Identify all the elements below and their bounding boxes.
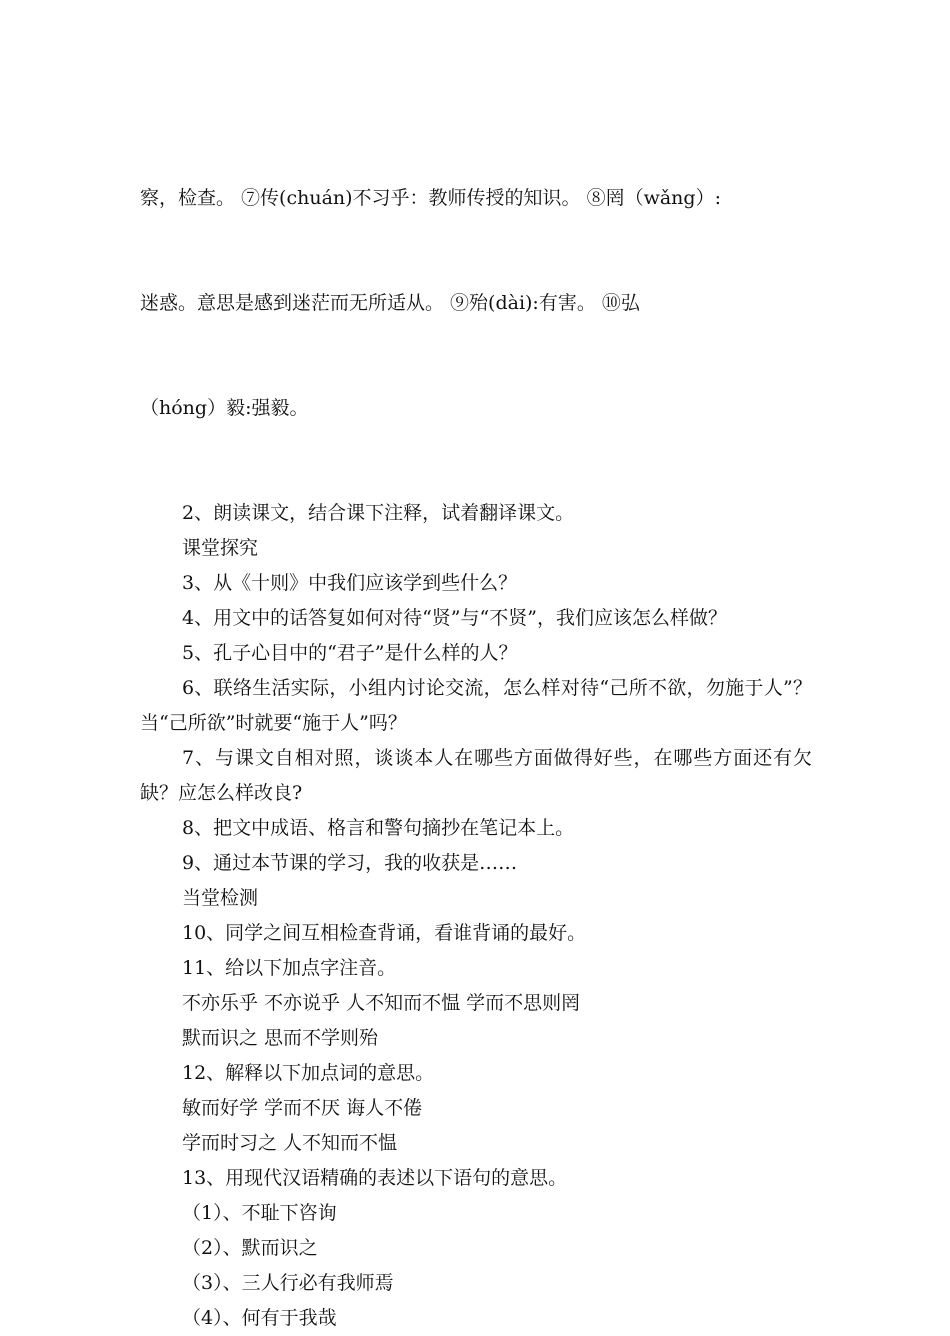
question-5: 5、孔子心目中的“君子”是什么样的人？ — [182, 642, 518, 664]
document-page — [140, 111, 812, 1336]
question-12-phrases-row-2: 学而时习之 人不知而不愠 — [182, 1132, 398, 1154]
question-11-phrases-row-2: 默而识之 思而不学则殆 — [182, 1027, 379, 1049]
question-13: 13、用现代汉语精确的表述以下语句的意思。 — [182, 1167, 568, 1189]
question-8: 8、把文中成语、格言和警句摘抄在笔记本上。 — [182, 817, 575, 839]
question-13-item-3: （3）、三人行必有我师焉 — [182, 1272, 394, 1294]
annotation-notes — [140, 111, 812, 496]
question-12-phrases-row-1: 敏而好学 学而不厌 诲人不倦 — [182, 1097, 423, 1119]
notes-line-2: 迷惑。意思是感到迷茫而无所适从。 ⑨殆(dài):有害。 ⑩弘 — [140, 292, 640, 314]
question-6: 6、联络生活实际，小组内讨论交流，怎么样对待“己所不欲，勿施于人”？当“己所欲”时就要“施于人”吗？ — [140, 677, 812, 734]
question-12: 12、解释以下加点词的意思。 — [182, 1062, 435, 1084]
question-11-phrases-row-1: 不亦乐乎 不亦说乎 人不知而不愠 学而不思则罔 — [182, 992, 581, 1014]
question-9: 9、通过本节课的学习，我的收获是…… — [182, 852, 518, 874]
question-10: 10、同学之间互相检查背诵，看谁背诵的最好。 — [182, 922, 587, 944]
question-3: 3、从《十则》中我们应该学到些什么？ — [182, 572, 518, 594]
question-7: 7、与课文自相对照，谈谈本人在哪些方面做得好些，在哪些方面还有欠缺？应怎么样改良? — [140, 747, 812, 804]
notes-line-3: （hóng）毅:强毅。 — [140, 397, 309, 419]
question-11: 11、给以下加点字注音。 — [182, 957, 397, 979]
question-13-item-4: （4）、何有于我哉 — [182, 1307, 337, 1329]
notes-line-1: 察，检查。 ⑦传(chuán)不习乎：教师传授的知识。 ⑧罔（wǎng）: — [140, 187, 721, 209]
section-heading-classroom-inquiry: 课堂探究 — [182, 537, 259, 559]
question-2: 2、朗读课文，结合课下注释，试着翻译课文。 — [182, 502, 575, 524]
question-4: 4、用文中的话答复如何对待“贤”与“不贤”，我们应该怎么样做？ — [182, 607, 727, 629]
question-13-item-1: （1）、不耻下咨询 — [182, 1202, 337, 1224]
section-heading-in-class-test: 当堂检测 — [182, 887, 259, 909]
question-13-item-2: （2）、默而识之 — [182, 1237, 318, 1259]
